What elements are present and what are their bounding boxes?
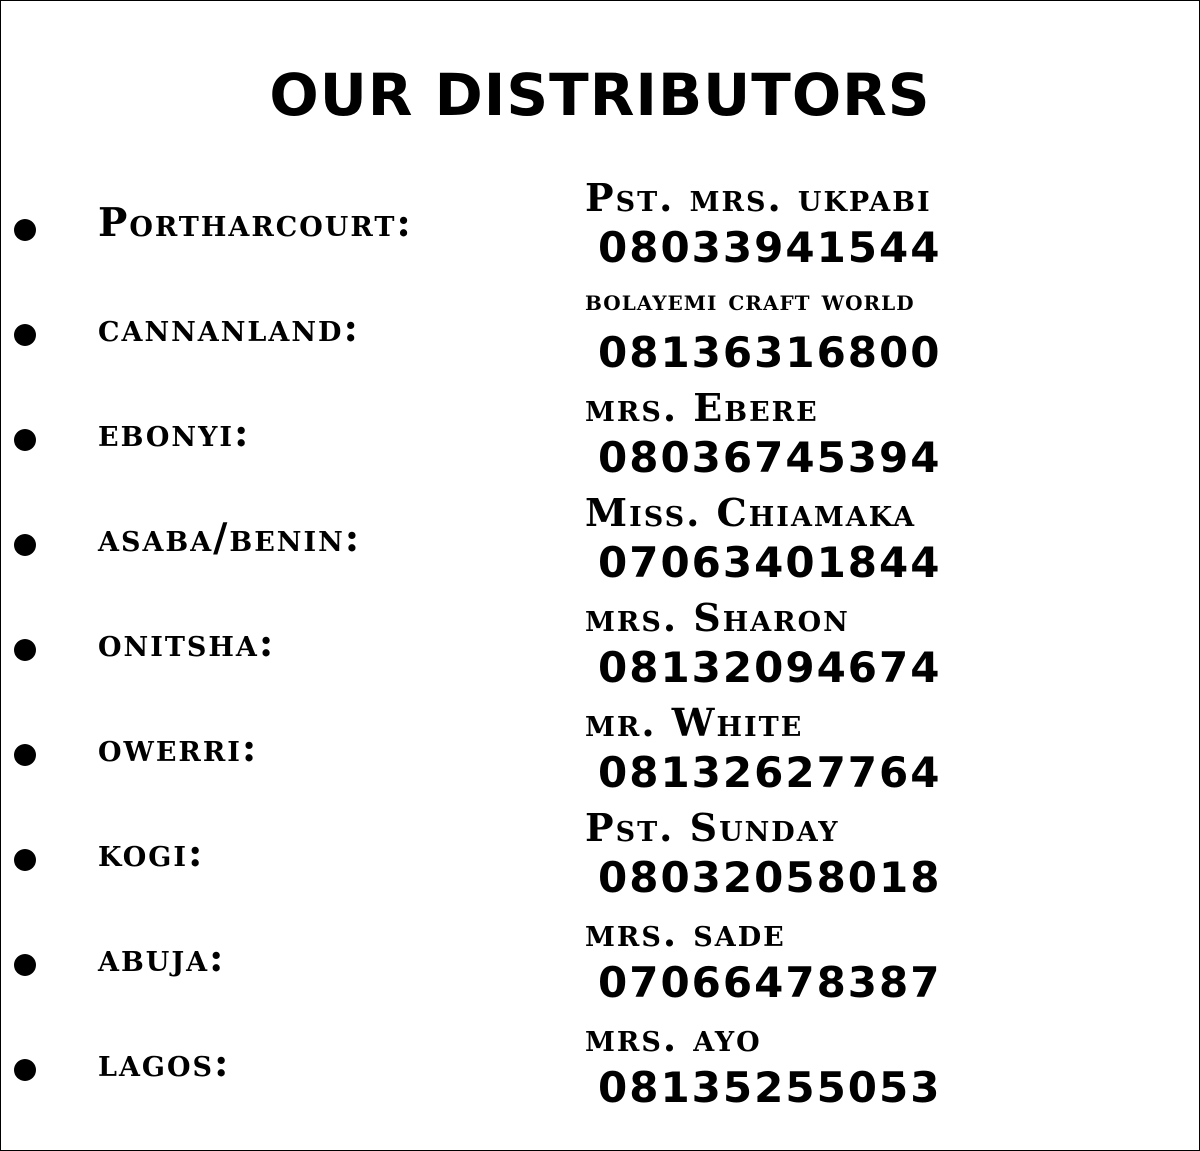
distributor-contact: mrs. Ebere xyxy=(585,385,819,430)
distributor-contact: Pst. Sunday xyxy=(585,805,840,850)
list-item xyxy=(0,696,1200,801)
distributor-contact: mrs. ayo xyxy=(585,1015,762,1060)
distributor-contact: Pst. mrs. ukpabi xyxy=(585,175,932,220)
distributor-phone: 07066478387 xyxy=(598,958,942,1007)
list-item xyxy=(0,906,1200,1011)
distributor-phone: 08032058018 xyxy=(598,853,942,902)
distributor-city: lagos: xyxy=(98,1040,231,1086)
list-item xyxy=(0,171,1200,276)
distributor-phone: 08135255053 xyxy=(598,1063,942,1112)
distributor-contact: mrs. Sharon xyxy=(585,595,850,640)
distributor-phone: 08132094674 xyxy=(598,643,942,692)
bullet-icon xyxy=(14,324,36,346)
distributor-city: asaba/benin: xyxy=(98,515,362,561)
distributor-city: abuja: xyxy=(98,935,226,981)
distributor-phone: 08033941544 xyxy=(598,223,942,272)
distributor-city: ebonyi: xyxy=(98,410,251,456)
distributor-phone: 08132627764 xyxy=(598,748,942,797)
distributor-city: owerri: xyxy=(98,725,259,771)
list-item xyxy=(0,1011,1200,1116)
distributor-contact: Miss. Chiamaka xyxy=(585,490,917,535)
distributor-contact: mr. White xyxy=(585,700,804,745)
bullet-icon xyxy=(14,429,36,451)
distributor-city: Portharcourt: xyxy=(98,200,413,246)
distributor-phone: 07063401844 xyxy=(598,538,942,587)
distributor-phone: 08036745394 xyxy=(598,433,942,482)
bullet-icon xyxy=(14,954,36,976)
bullet-icon xyxy=(14,219,36,241)
list-item xyxy=(0,486,1200,591)
bullet-icon xyxy=(14,744,36,766)
distributor-list xyxy=(0,171,1200,1116)
list-item xyxy=(0,801,1200,906)
distributor-city: onitsha: xyxy=(98,620,276,666)
list-item xyxy=(0,591,1200,696)
distributor-contact: mrs. sade xyxy=(585,910,786,955)
list-item xyxy=(0,276,1200,381)
distributor-phone: 08136316800 xyxy=(598,328,942,377)
bullet-icon xyxy=(14,1059,36,1081)
list-item xyxy=(0,381,1200,486)
bullet-icon xyxy=(14,534,36,556)
page-title: OUR DISTRIBUTORS xyxy=(269,61,931,129)
distributor-contact: bolayemi craft world xyxy=(585,283,915,317)
bullet-icon xyxy=(14,639,36,661)
bullet-icon xyxy=(14,849,36,871)
distributor-city: kogi: xyxy=(98,830,205,876)
distributor-city: cannanland: xyxy=(98,305,360,351)
